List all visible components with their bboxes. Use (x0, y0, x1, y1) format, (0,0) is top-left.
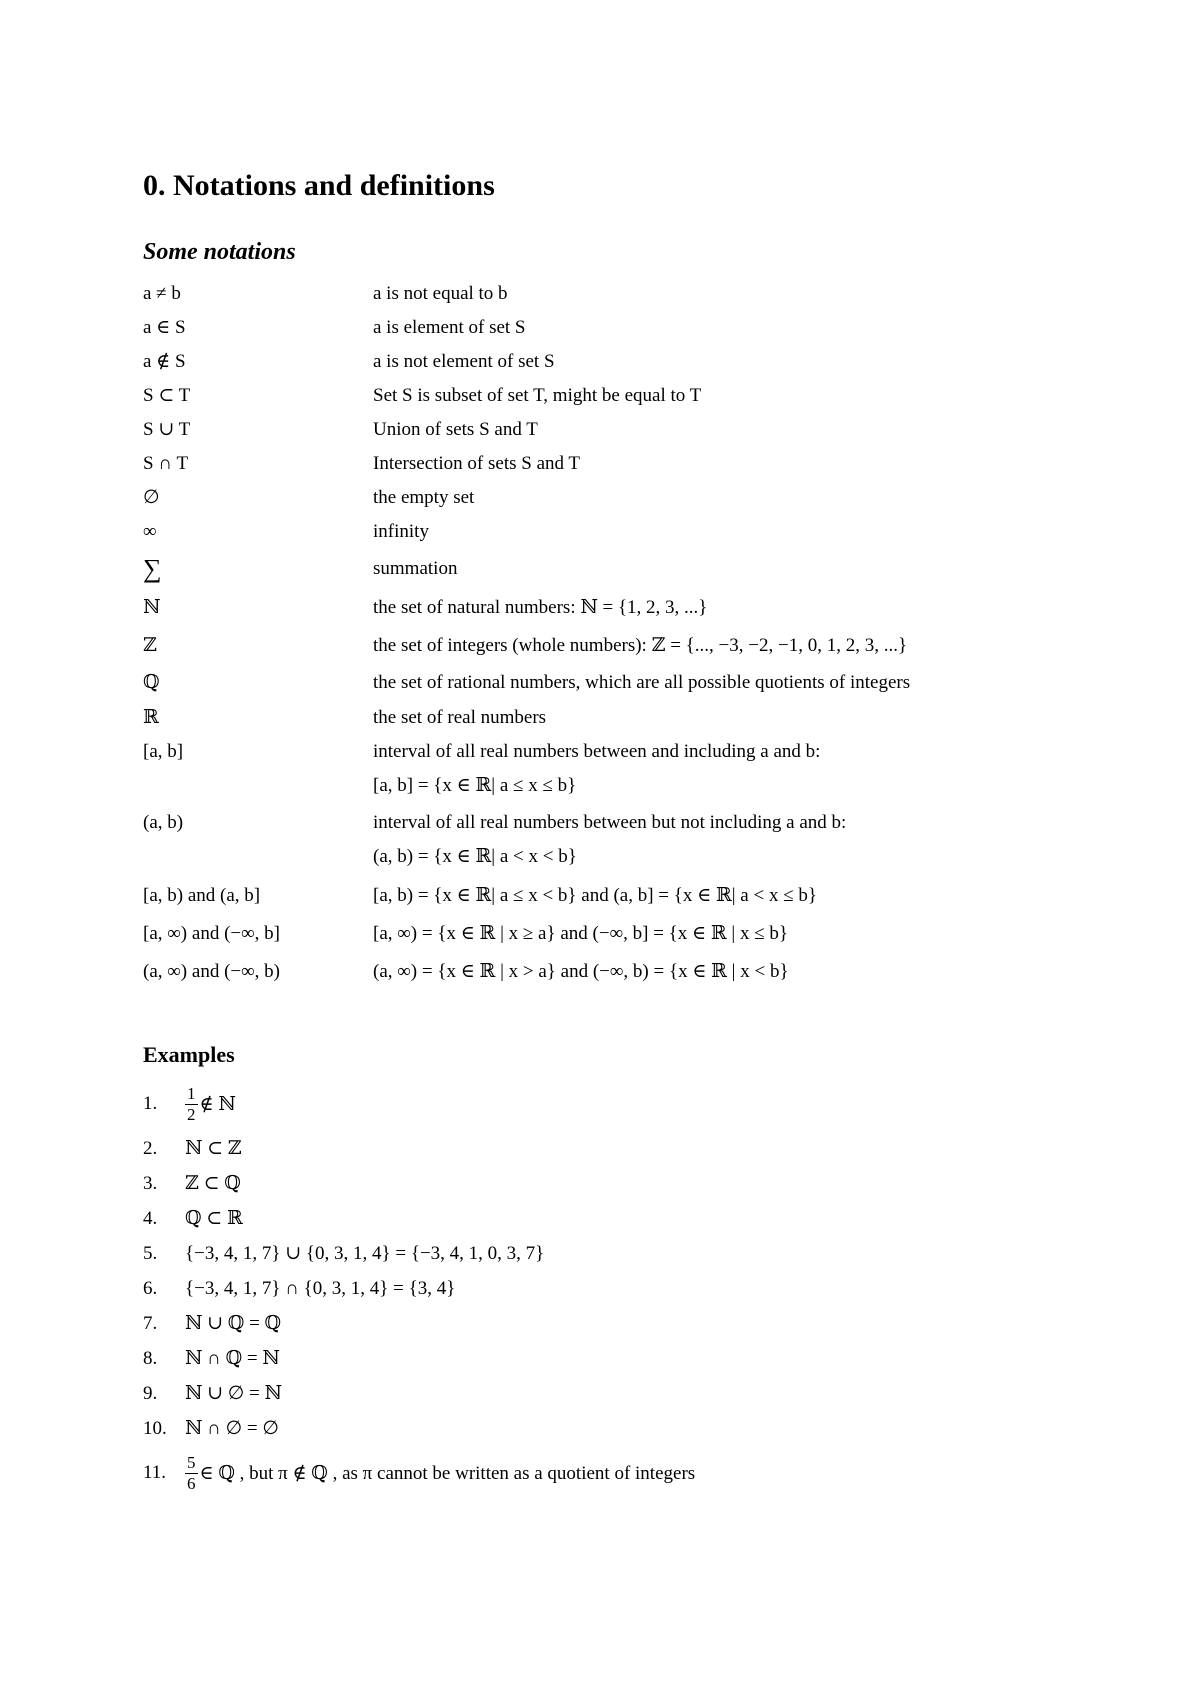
notation-symbol: a ≠ b (143, 283, 181, 304)
example-number: 6. (143, 1277, 158, 1299)
fraction-denominator: 2 (187, 1104, 196, 1124)
document-page (143, 168, 1123, 1500)
notation-row (143, 953, 1123, 991)
notation-symbol: ℚ (143, 672, 160, 693)
notation-description: [a, ∞) = {x ∈ ℝ | x ≥ a} and (−∞, b] = {x ∈ ℝ | x ≤ b} (373, 923, 788, 944)
notation-description: infinity (373, 521, 429, 542)
notation-row (143, 877, 1123, 915)
notation-row (143, 915, 1123, 953)
example-number: 3. (143, 1172, 158, 1194)
notation-symbol: ℝ (143, 707, 159, 728)
notation-symbol: ∅ (143, 487, 160, 508)
notation-description: the set of integers (whole numbers): ℤ = {..., −3, −2, −1, 0, 1, 2, 3, ...} (373, 635, 908, 656)
example-item (143, 1376, 1123, 1411)
example-number: 1. (143, 1093, 158, 1114)
notation-symbol: [a, b] (143, 741, 184, 762)
example-text: ℤ ⊂ ℚ (185, 1173, 241, 1194)
page-title: 0. Notations and definitions (143, 169, 495, 202)
fraction-numerator: 5 (187, 1452, 196, 1472)
notation-symbol: S ⊂ T (143, 385, 191, 406)
example-number: 9. (143, 1382, 158, 1404)
notation-symbol: (a, ∞) and (−∞, b) (143, 961, 280, 982)
notation-symbol: [a, ∞) and (−∞, b] (143, 923, 280, 944)
example-item (143, 1341, 1123, 1376)
example-item (143, 1077, 1123, 1131)
fraction (185, 1084, 198, 1125)
example-text: ∉ ℕ (199, 1093, 236, 1115)
example-number: 11. (143, 1462, 167, 1483)
notation-description: a is not equal to b (373, 283, 508, 304)
notation-description: summation (373, 558, 458, 579)
example-number: 8. (143, 1347, 158, 1369)
notation-row (143, 277, 1123, 311)
notation-description: a is element of set S (373, 317, 526, 338)
notation-symbol: S ∩ T (143, 453, 189, 474)
notation-row (143, 806, 1123, 877)
example-item (143, 1411, 1123, 1446)
notation-row (143, 735, 1123, 806)
notation-description: (a, ∞) = {x ∈ ℝ | x > a} and (−∞, b) = {x ∈ ℝ | x < b} (373, 961, 789, 982)
notation-symbol: ∞ (143, 521, 157, 542)
example-text: {−3, 4, 1, 7} ∩ {0, 3, 1, 4} = {3, 4} (185, 1277, 456, 1299)
notation-row (143, 379, 1123, 413)
notation-symbol: S ∪ T (143, 419, 191, 440)
example-text: ℕ ⊂ ℤ (185, 1138, 242, 1159)
fraction-numerator: 1 (187, 1083, 196, 1103)
example-text: ℕ ∪ ℚ = ℚ (185, 1313, 282, 1334)
example-item (143, 1271, 1123, 1306)
example-item (143, 1306, 1123, 1341)
notation-row (143, 413, 1123, 447)
section-subtitle: Some notations (143, 239, 296, 265)
example-number: 5. (143, 1242, 158, 1264)
notation-description: the empty set (373, 487, 475, 508)
notation-row (143, 311, 1123, 345)
notation-symbol: ℤ (143, 635, 157, 656)
example-item (143, 1446, 1123, 1500)
notation-symbol: (a, b) (143, 812, 184, 833)
examples-heading: Examples (143, 1042, 235, 1067)
example-text: ℚ ⊂ ℝ (185, 1208, 243, 1229)
notation-symbol: ∑ (143, 554, 162, 583)
notation-description: the set of real numbers (373, 707, 547, 728)
notation-description: Set S is subset of set T, might be equal to T (373, 385, 702, 406)
example-number: 2. (143, 1137, 158, 1159)
fraction (185, 1453, 198, 1494)
notation-row (143, 345, 1123, 379)
notation-symbol: a ∈ S (143, 317, 186, 338)
notation-table (143, 277, 1123, 991)
notation-symbol: ℕ (143, 597, 161, 618)
notation-row (143, 589, 1123, 627)
fraction-denominator: 6 (187, 1473, 196, 1493)
notation-row (143, 447, 1123, 481)
notation-description: the set of natural numbers: ℕ = {1, 2, 3, ...} (373, 597, 708, 618)
notation-symbol: a ∉ S (143, 351, 186, 372)
notation-row (143, 481, 1123, 515)
example-text: ∈ ℚ , but π ∉ ℚ , as π cannot be written as a quotient of integers (199, 1462, 696, 1484)
notation-description: [a, b) = {x ∈ ℝ| a ≤ x < b} and (a, b] = {x ∈ ℝ| a < x ≤ b} (373, 885, 817, 906)
notation-row (143, 515, 1123, 549)
notation-description: Union of sets S and T (373, 419, 538, 440)
notation-description: interval of all real numbers between but not including a and b: (a, b) = {x ∈ ℝ| a < x < b} (373, 812, 847, 867)
example-number: 7. (143, 1312, 158, 1334)
notation-description: interval of all real numbers between and including a and b: [a, b] = {x ∈ ℝ| a ≤ x ≤ b} (373, 741, 821, 796)
example-text: ℕ ∩ ∅ = ∅ (185, 1418, 279, 1439)
example-text: {−3, 4, 1, 7} ∪ {0, 3, 1, 4} = {−3, 4, 1, 0, 3, 7} (185, 1243, 545, 1264)
example-number: 10. (143, 1417, 167, 1439)
notation-description: a is not element of set S (373, 351, 555, 372)
notation-row (143, 665, 1123, 701)
example-text: ℕ ∩ ℚ = ℕ (185, 1348, 280, 1369)
example-text: ℕ ∪ ∅ = ℕ (185, 1383, 282, 1404)
notation-row (143, 627, 1123, 665)
examples-list (143, 1077, 1123, 1500)
example-item (143, 1166, 1123, 1201)
example-item (143, 1236, 1123, 1271)
notation-row (143, 701, 1123, 735)
example-number: 4. (143, 1207, 158, 1229)
notation-description: Intersection of sets S and T (373, 453, 581, 474)
notation-row (143, 549, 1123, 589)
example-item (143, 1201, 1123, 1236)
example-item (143, 1131, 1123, 1166)
notation-description: the set of rational numbers, which are all possible quotients of integers (373, 672, 911, 693)
notation-symbol: [a, b) and (a, b] (143, 885, 261, 906)
